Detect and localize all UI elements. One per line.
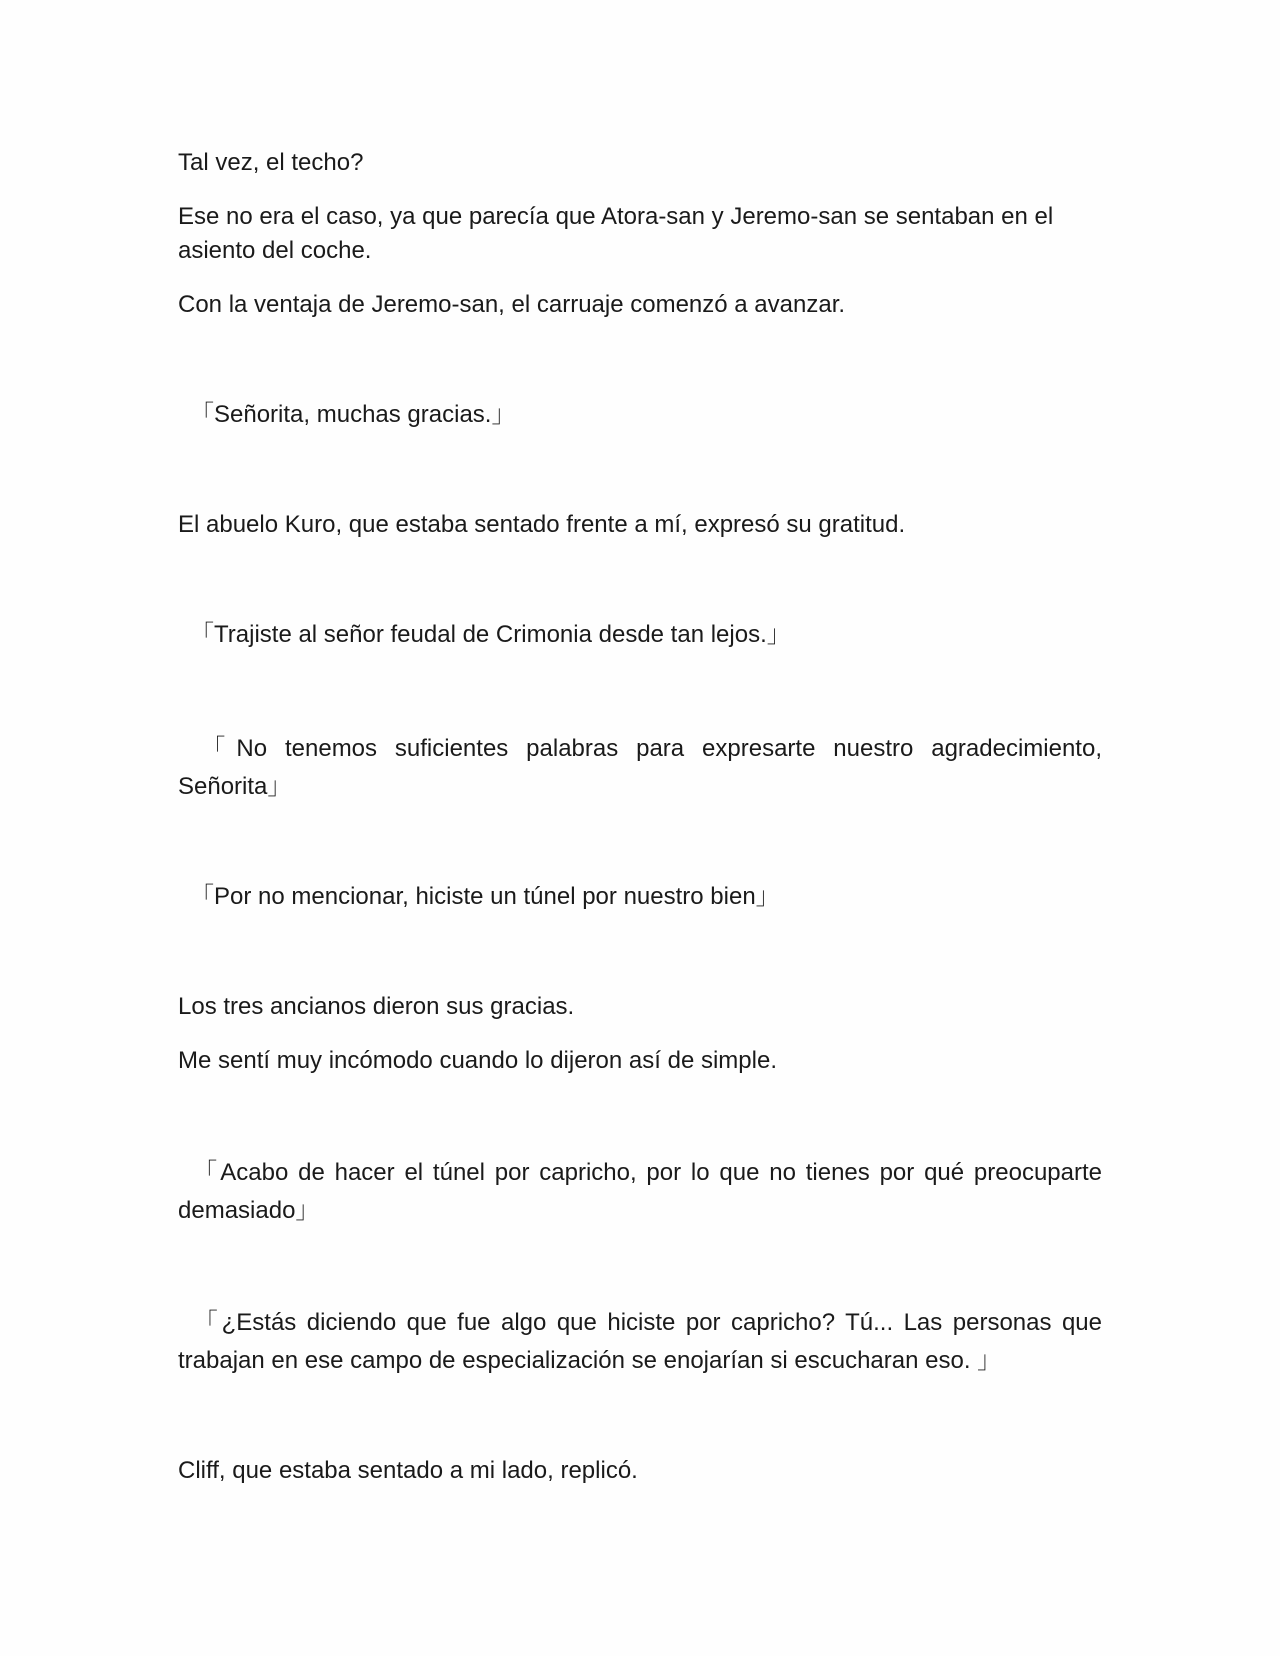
paragraph-6: Me sentí muy incómodo cuando lo dijeron así de simple. [178,1047,777,1074]
paragraph-1: Tal vez, el techo? [178,149,364,176]
dialogue-1: 「Señorita, muchas gracias.」 [178,401,516,428]
paragraph-2: Ese no era el caso, ya que parecía que Atora-san y Jeremo-san se sentaban en el asiento del coche. [178,203,1054,264]
paragraph-5: Los tres ancianos dieron sus gracias. [178,993,575,1020]
paragraph-7: Cliff, que estaba sentado a mi lado, replicó. [178,1457,638,1484]
dialogue-6: 「¿Estás diciendo que fue algo que hiciste por capricho? Tú... Las personas que trabajan en ese campo de especialización se enojarían si escucharan eso. 」 [178,1309,1102,1374]
paragraph-4: El abuelo Kuro, que estaba sentado frente a mí, expresó su gratitud. [178,511,906,538]
dialogue-3: 「No tenemos suficientes palabras para expresarte nuestro agradecimiento, Señorita」 [178,735,1102,800]
dialogue-4: 「Por no mencionar, hiciste un túnel por nuestro bien」 [178,883,780,910]
dialogue-2: 「Trajiste al señor feudal de Crimonia desde tan lejos.」 [178,621,791,648]
paragraph-3: Con la ventaja de Jeremo-san, el carruaje comenzó a avanzar. [178,291,846,318]
dialogue-5: 「Acabo de hacer el túnel por capricho, por lo que no tienes por qué preocuparte demasiado」 [178,1159,1102,1224]
